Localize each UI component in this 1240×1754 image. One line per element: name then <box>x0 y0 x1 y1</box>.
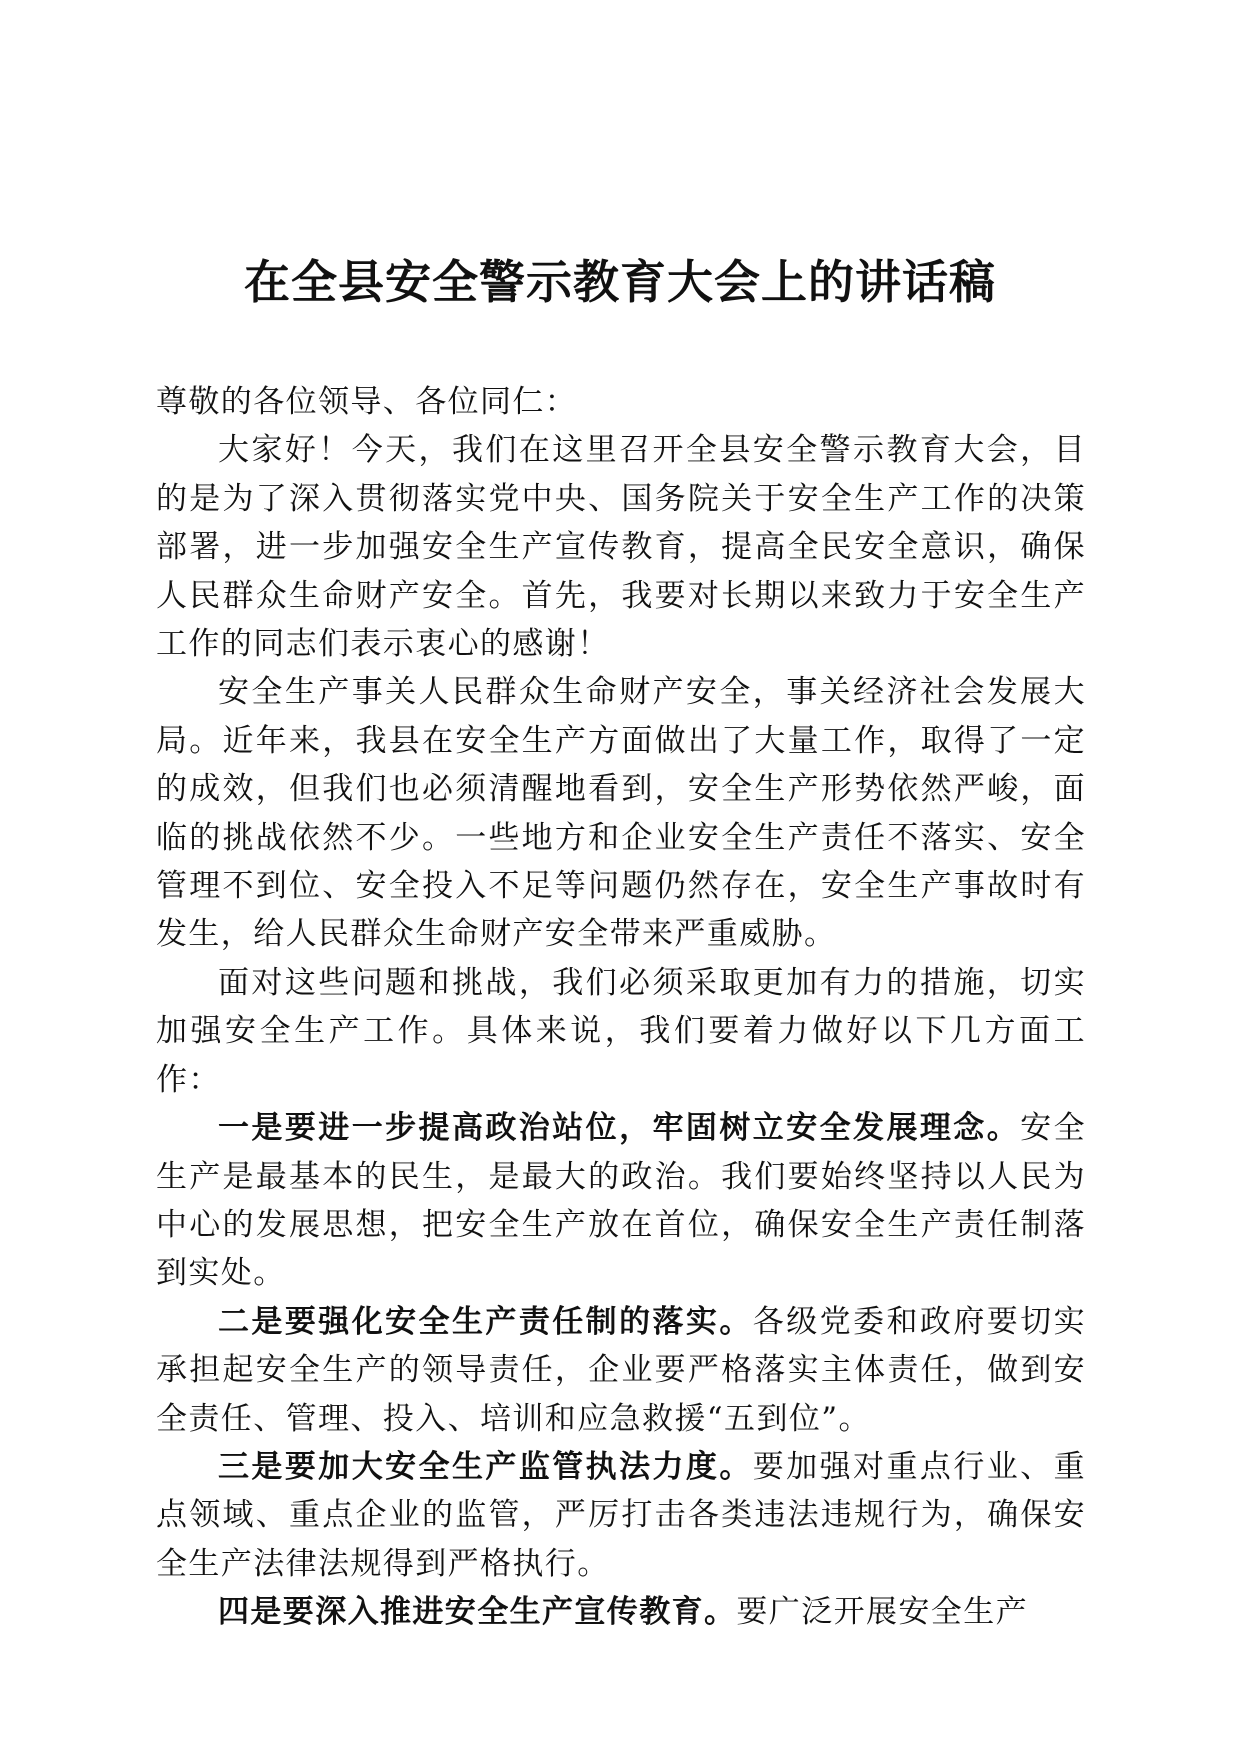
document-body <box>156 378 1086 1637</box>
paragraph-opening <box>156 426 1086 668</box>
paragraph-text: 各级党委和政府要切实承担起安全生产的领导责任，企业要严格落实主体责任，做到安全责任、管理、投入、培训和应急救援“五到位”。 <box>156 1303 1086 1437</box>
paragraph-lead: 二是要强化安全生产责任制的落实。 <box>218 1303 753 1340</box>
paragraph-text: 面对这些问题和挑战，我们必须采取更加有力的措施，切实加强安全生产工作。具体来说，我们要着力做好以下几方面工作： <box>156 964 1086 1098</box>
paragraph-text: 大家好！今天，我们在这里召开全县安全警示教育大会，目的是为了深入贯彻落实党中央、国务院关于安全生产工作的决策部署，进一步加强安全生产宣传教育，提高全民安全意识，确保人民群众生命财产安全。首先，我要对长期以来致力于安全生产工作的同志们表示衷心的感谢！ <box>156 432 1086 663</box>
paragraph-point-2 <box>156 1298 1086 1443</box>
paragraph-lead: 四是要深入推进安全生产宣传教育。 <box>218 1594 737 1631</box>
paragraph-measures-intro <box>156 959 1086 1104</box>
paragraph-situation <box>156 668 1086 958</box>
paragraph-point-3 <box>156 1443 1086 1588</box>
salutation: 尊敬的各位领导、各位同仁： <box>156 384 578 420</box>
paragraph-point-1 <box>156 1104 1086 1298</box>
paragraph-lead: 一是要进一步提高政治站位，牢固树立安全发展理念。 <box>218 1110 1021 1147</box>
paragraph-text: 安全生产是最基本的民生，是最大的政治。我们要始终坚持以人民为中心的发展思想，把安全生产放在首位，确保安全生产责任制落到实处。 <box>156 1110 1086 1292</box>
paragraph-text: 要加强对重点行业、重点领域、重点企业的监管，严厉打击各类违法违规行为，确保安全生产法律法规得到严格执行。 <box>156 1448 1086 1582</box>
paragraph-lead: 三是要加大安全生产监管执法力度。 <box>218 1448 753 1485</box>
paragraph-text: 安全生产事关人民群众生命财产安全，事关经济社会发展大局。近年来，我县在安全生产方面做出了大量工作，取得了一定的成效，但我们也必须清醒地看到，安全生产形势依然严峻，面临的挑战依然不少。一些地方和企业安全生产责任不落实、安全管理不到位、安全投入不足等问题仍然存在，安全生产事故时有发生，给人民群众生命财产安全带来严重威胁。 <box>156 674 1086 953</box>
paragraph-point-4 <box>156 1588 1086 1636</box>
paragraph-text: 要广泛开展安全生产 <box>736 1594 1029 1631</box>
document-title: 在全县安全警示教育大会上的讲话稿 <box>244 255 996 309</box>
